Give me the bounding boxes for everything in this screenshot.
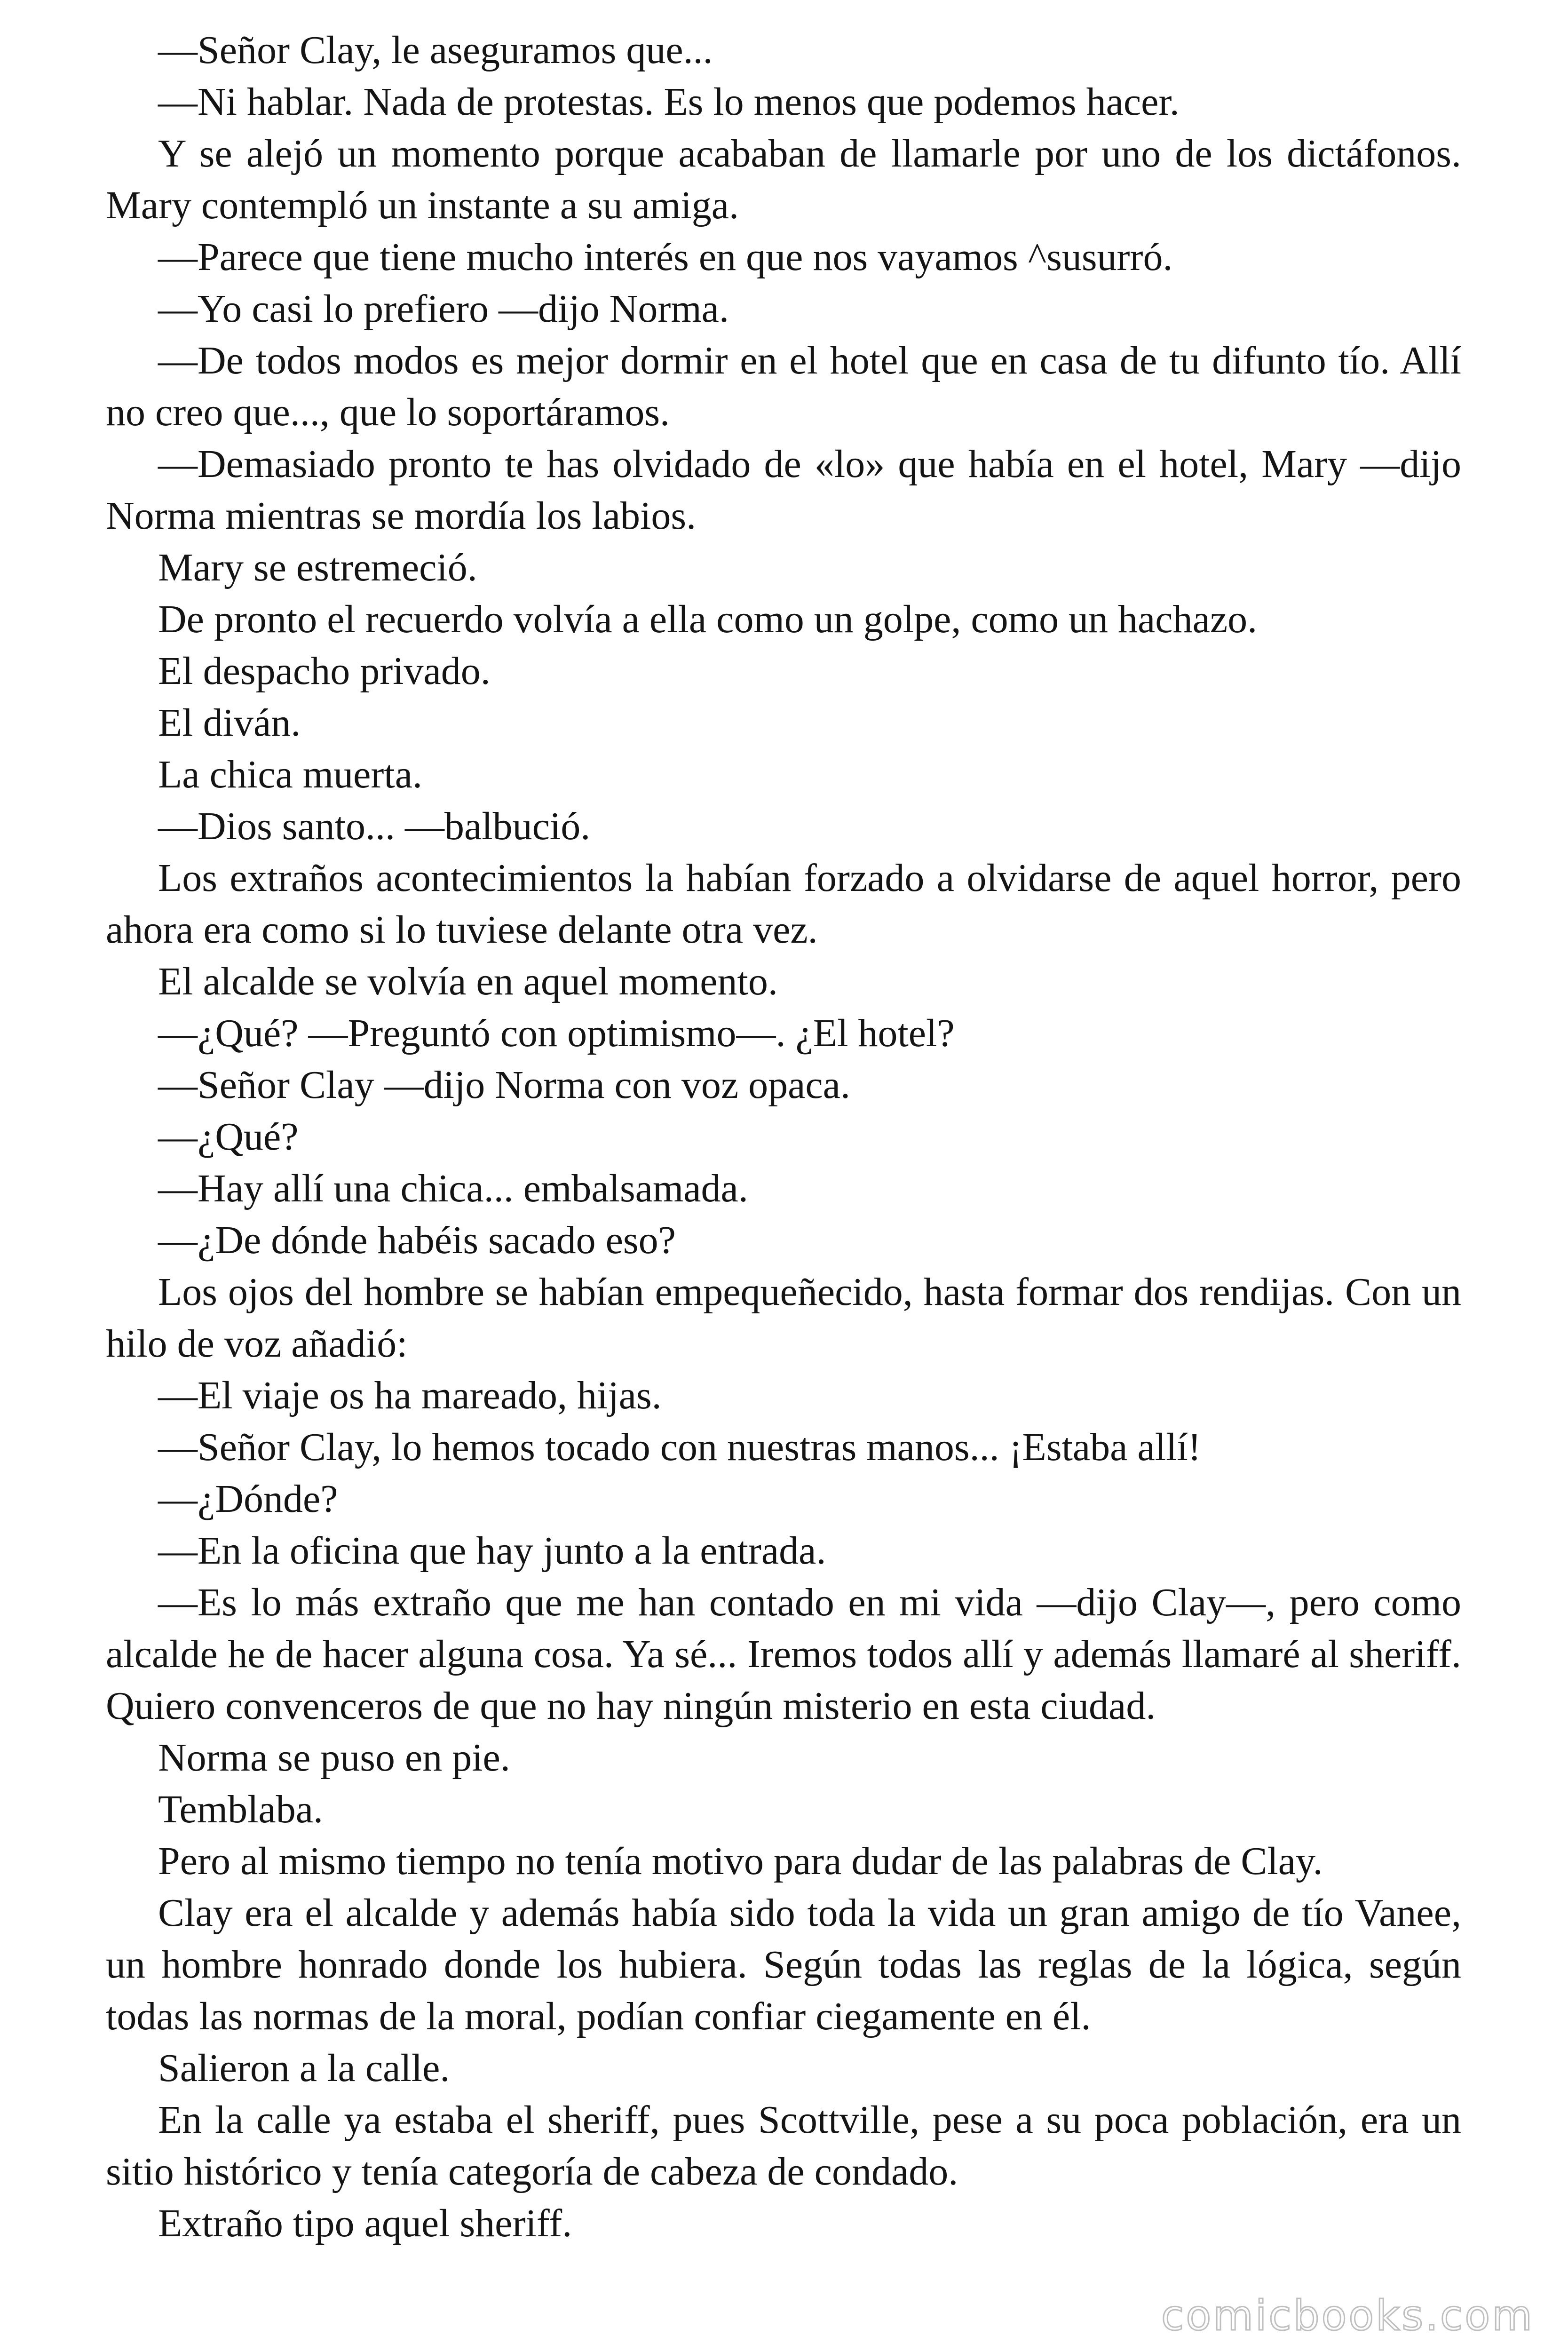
paragraph: En la calle ya estaba el sheriff, pues Scottville, pese a su poca población, era un sitio histórico y tenía categoría de cabeza de condado. bbox=[106, 2098, 1461, 2193]
paragraph: —El viaje os ha mareado, hijas. bbox=[158, 1374, 662, 1417]
paragraph: Clay era el alcalde y además había sido toda la vida un gran amigo de tío Vanee, un hombre honrado donde los hubiera. Según todas las reglas de la lógica, según todas las normas de la moral, podían confiar ciegamente en él. bbox=[106, 1891, 1461, 2038]
paragraph: —Señor Clay —dijo Norma con voz opaca. bbox=[158, 1063, 850, 1107]
watermark: comicbooks.com bbox=[1161, 2291, 1534, 2340]
paragraph: Mary se estremeció. bbox=[158, 546, 477, 589]
paragraph: —Hay allí una chica... embalsamada. bbox=[158, 1167, 748, 1210]
paragraph: —Demasiado pronto te has olvidado de «lo» que había en el hotel, Mary —dijo Norma mientras se mordía los labios. bbox=[106, 442, 1461, 538]
paragraph: —¿Qué? bbox=[158, 1115, 299, 1159]
paragraph: El despacho privado. bbox=[158, 649, 491, 693]
paragraph: El diván. bbox=[158, 701, 301, 745]
paragraph: —¿Dónde? bbox=[158, 1477, 338, 1521]
paragraph: La chica muerta. bbox=[158, 753, 422, 796]
paragraph: Pero al mismo tiempo no tenía motivo para dudar de las palabras de Clay. bbox=[158, 1839, 1323, 1883]
paragraph: —Señor Clay, le aseguramos que... bbox=[158, 28, 713, 72]
paragraph: —¿De dónde habéis sacado eso? bbox=[158, 1218, 676, 1262]
paragraph: —Parece que tiene mucho interés en que nos vayamos ^susurró. bbox=[158, 235, 1173, 279]
paragraph: —Señor Clay, lo hemos tocado con nuestras manos... ¡Estaba allí! bbox=[158, 1425, 1201, 1469]
paragraph: Y se alejó un momento porque acababan de llamarle por uno de los dictáfonos. Mary contempló un instante a su amiga. bbox=[106, 132, 1461, 227]
paragraph: —En la oficina que hay junto a la entrada. bbox=[158, 1529, 826, 1573]
paragraph: Extraño tipo aquel sheriff. bbox=[158, 2201, 572, 2245]
paragraph: De pronto el recuerdo volvía a ella como un golpe, como un hachazo. bbox=[158, 597, 1258, 641]
paragraph: Salieron a la calle. bbox=[158, 2046, 450, 2090]
book-page-text bbox=[106, 24, 1461, 2249]
paragraph: Norma se puso en pie. bbox=[158, 1736, 510, 1780]
paragraph: —Ni hablar. Nada de protestas. Es lo menos que podemos hacer. bbox=[158, 80, 1180, 124]
paragraph: Los extraños acontecimientos la habían forzado a olvidarse de aquel horror, pero ahora era como si lo tuviese delante otra vez. bbox=[106, 856, 1461, 952]
paragraph: —De todos modos es mejor dormir en el hotel que en casa de tu difunto tío. Allí no creo que..., que lo soportáramos. bbox=[106, 339, 1461, 434]
paragraph: El alcalde se volvía en aquel momento. bbox=[158, 960, 778, 1003]
paragraph: —Yo casi lo prefiero —dijo Norma. bbox=[158, 287, 729, 331]
paragraph: Temblaba. bbox=[158, 1788, 323, 1831]
paragraph: Los ojos del hombre se habían empequeñecido, hasta formar dos rendijas. Con un hilo de voz añadió: bbox=[106, 1270, 1461, 1366]
paragraph: —¿Qué? —Preguntó con optimismo—. ¿El hotel? bbox=[158, 1011, 955, 1055]
paragraph: —Dios santo... —balbució. bbox=[158, 804, 591, 848]
paragraph: —Es lo más extraño que me han contado en mi vida —dijo Clay—, pero como alcalde he de hacer alguna cosa. Ya sé... Iremos todos allí y además llamaré al sheriff. Quiero convenceros de que no hay ningún misterio en esta ciudad. bbox=[106, 1581, 1461, 1728]
